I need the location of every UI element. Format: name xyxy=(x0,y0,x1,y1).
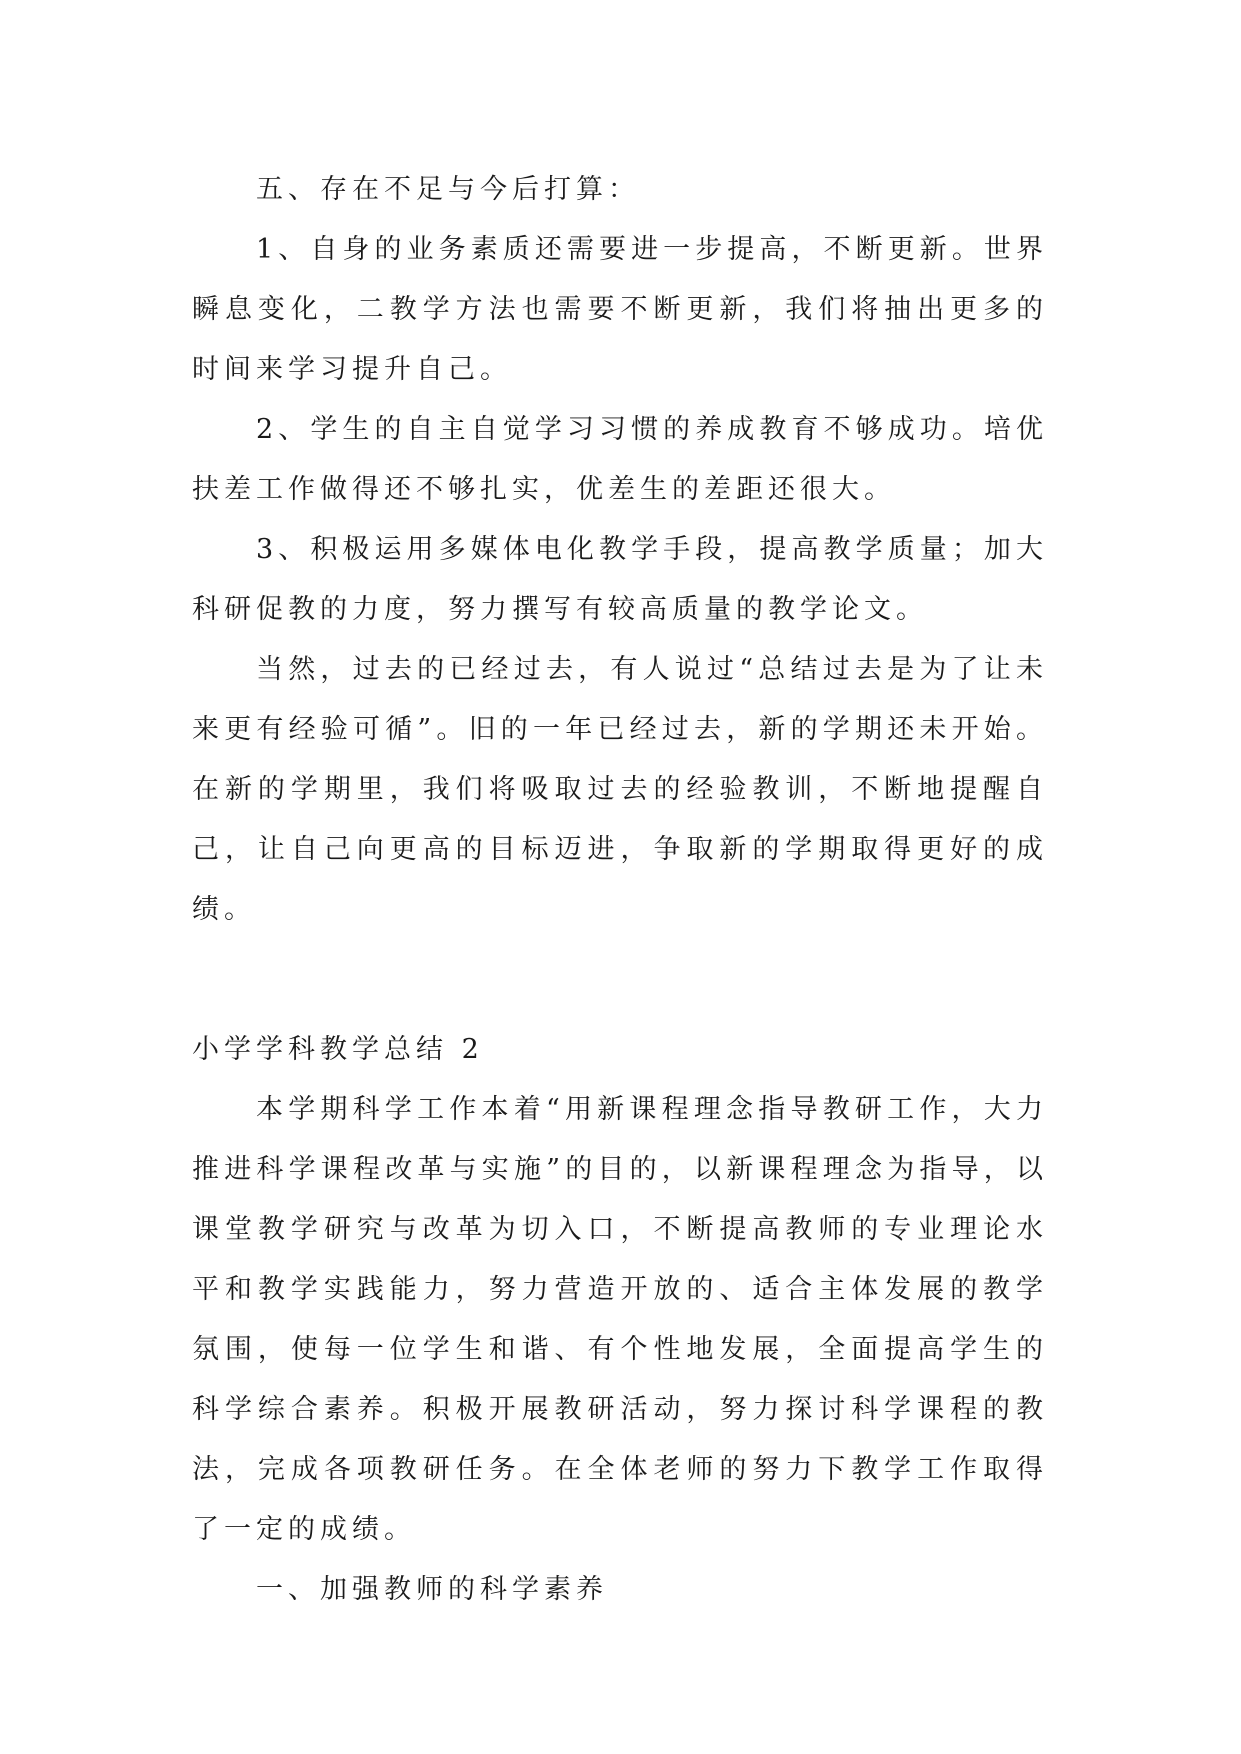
paragraph-item-2: 2、学生的自主自觉学习习惯的养成教育不够成功。培优扶差工作做得还不够扎实，优差生的差距还很大。 xyxy=(192,414,1048,505)
paragraph-item-1: 1、自身的业务素质还需要进一步提高，不断更新。世界瞬息变化，二教学方法也需要不断更新，我们将抽出更多的时间来学习提升自己。 xyxy=(192,234,1048,385)
heading-shortcomings: 五、存在不足与今后打算： xyxy=(256,174,640,205)
paragraph-intro: 本学期科学工作本着“用新课程理念指导教研工作，大力推进科学课程改革与实施”的目的，以新课程理念为指导，以课堂教学研究与改革为切入口，不断提高教师的专业理论水平和教学实践能力，努力营造开放的、适合主体发展的教学氛围，使每一位学生和谐、有个性地发展，全面提高学生的科学综合素养。积极开展教研活动，努力探讨科学课程的教法，完成各项教研任务。在全体老师的努力下教学工作取得了一定的成绩。 xyxy=(192,1094,1048,1545)
section-title: 小学学科教学总结 2 xyxy=(192,1034,484,1065)
heading-science-literacy: 一、加强教师的科学素养 xyxy=(256,1574,608,1605)
document-page xyxy=(192,160,1048,1620)
paragraph-conclusion: 当然，过去的已经过去，有人说过“总结过去是为了让未来更有经验可循”。旧的一年已经过去，新的学期还未开始。在新的学期里，我们将吸取过去的经验教训，不断地提醒自己，让自己向更高的目标迈进，争取新的学期取得更好的成绩。 xyxy=(192,654,1048,925)
paragraph-item-3: 3、积极运用多媒体电化教学手段，提高教学质量；加大科研促教的力度，努力撰写有较高质量的教学论文。 xyxy=(192,534,1048,625)
